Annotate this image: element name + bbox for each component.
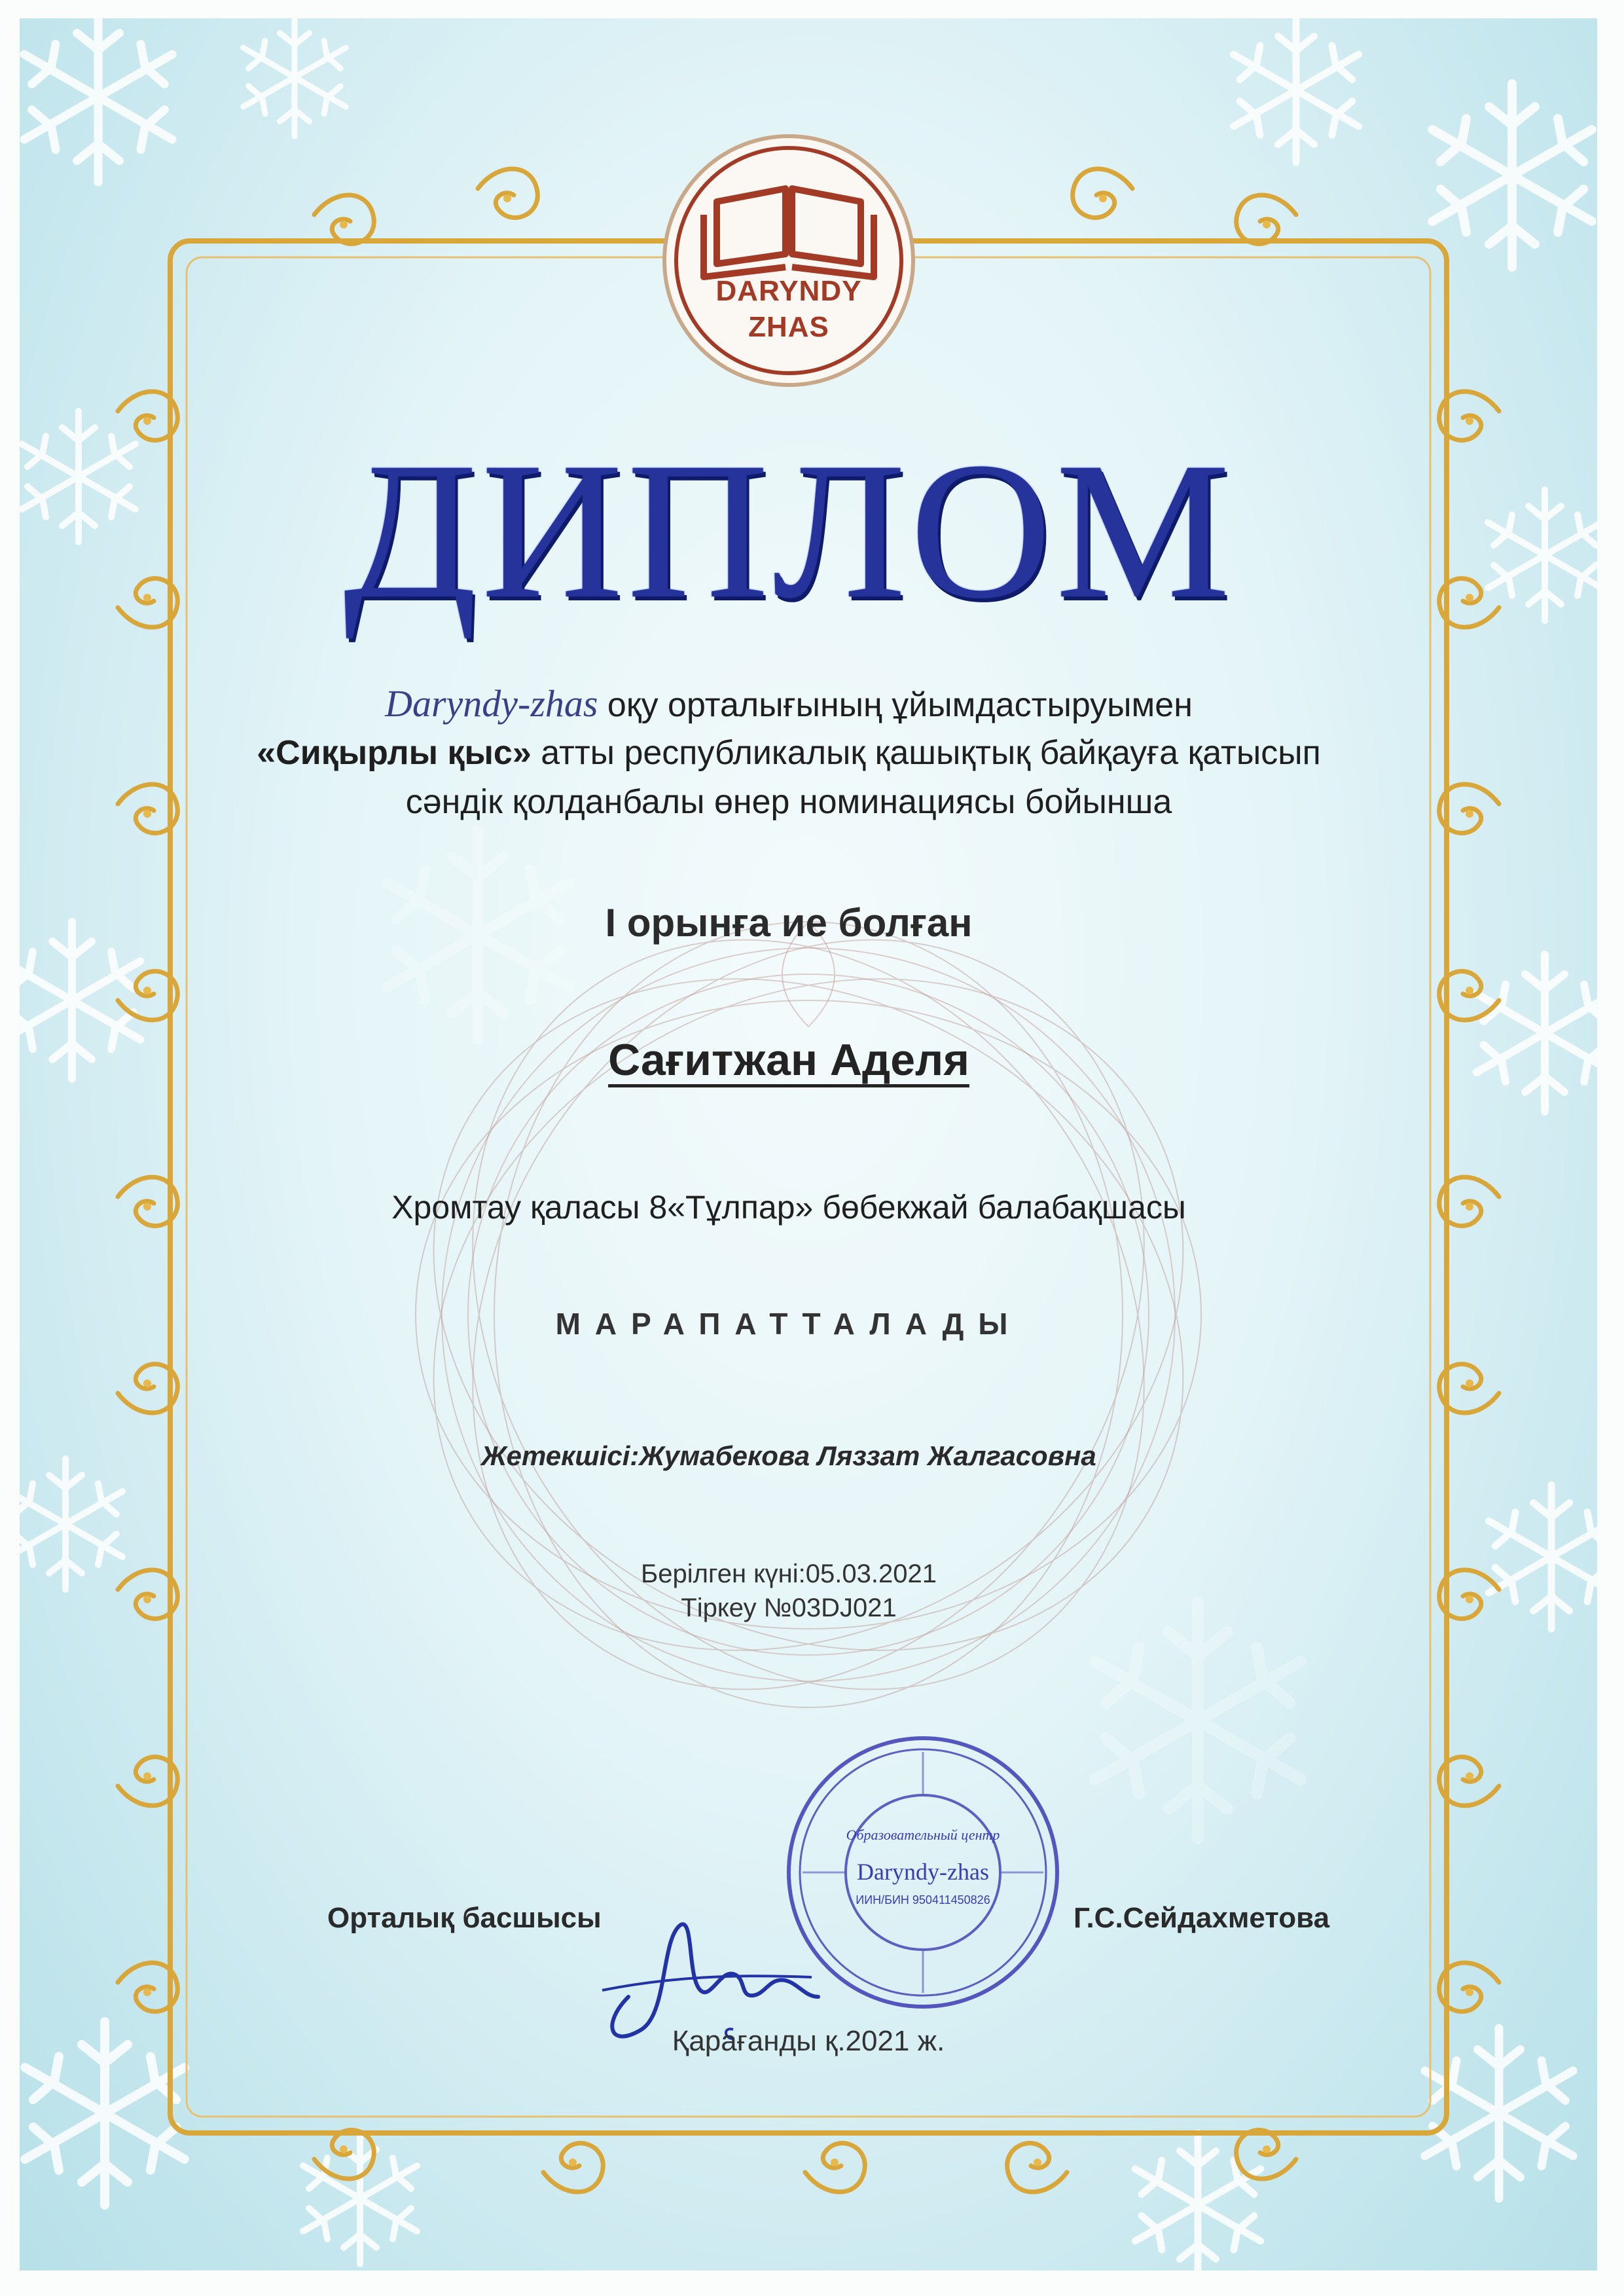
stamp-text-line-2: Daryndy-zhas	[857, 1859, 989, 1885]
mentor-line: Жетекшісі:Жумабекова Ляззат Жалгасовна	[481, 1440, 1096, 1471]
organization-name: Daryndy-zhas	[385, 682, 598, 725]
place-heading: І орынға ие болған	[605, 901, 973, 945]
logo-text-zhas: ZHAS	[748, 311, 829, 343]
awarded-label: МАРАПАТТАЛАДЫ	[555, 1307, 1022, 1341]
intro-line-2-text: атты республикалық қашықтық байқауға қатысып	[531, 734, 1321, 772]
registration-number: Тіркеу №03DJ021	[681, 1594, 897, 1622]
intro-line-1-text: оқу орталығының ұйымдастыруымен	[598, 686, 1193, 724]
school-name: Хромтау қаласы 8«Тұлпар» бөбекжай балабақшасы	[391, 1189, 1186, 1226]
intro-line-1	[0, 684, 1578, 725]
stamp-text-line-1: Образовательный центр	[846, 1827, 1000, 1843]
signatory-row	[0, 1902, 1624, 1941]
signatory-label-text: Орталық басшысы	[327, 1902, 602, 1934]
issue-date: Берілген күні:05.03.2021	[641, 1559, 937, 1588]
city-year: Қарағанды қ.2021 ж.	[672, 2025, 945, 2057]
darydy-zhas-logo	[658, 130, 920, 392]
stamp-text-line-3: ИИН/БИН 950411450826	[856, 1893, 990, 1906]
winner-name-text: Сағитжан Аделя	[608, 1035, 969, 1085]
logo-text-daryndy: DARYNDY	[715, 275, 862, 307]
intro-line-3: сәндік қолданбалы өнер номинациясы бойынша	[405, 783, 1172, 821]
winner-name	[0, 1034, 1578, 1085]
contest-name: «Сиқырлы қыс»	[257, 734, 532, 772]
signatory-name: Г.С.Сейдахметова	[1074, 1902, 1330, 1934]
intro-line-2	[0, 733, 1578, 773]
diploma-title: ДИПЛОМ	[343, 422, 1235, 639]
